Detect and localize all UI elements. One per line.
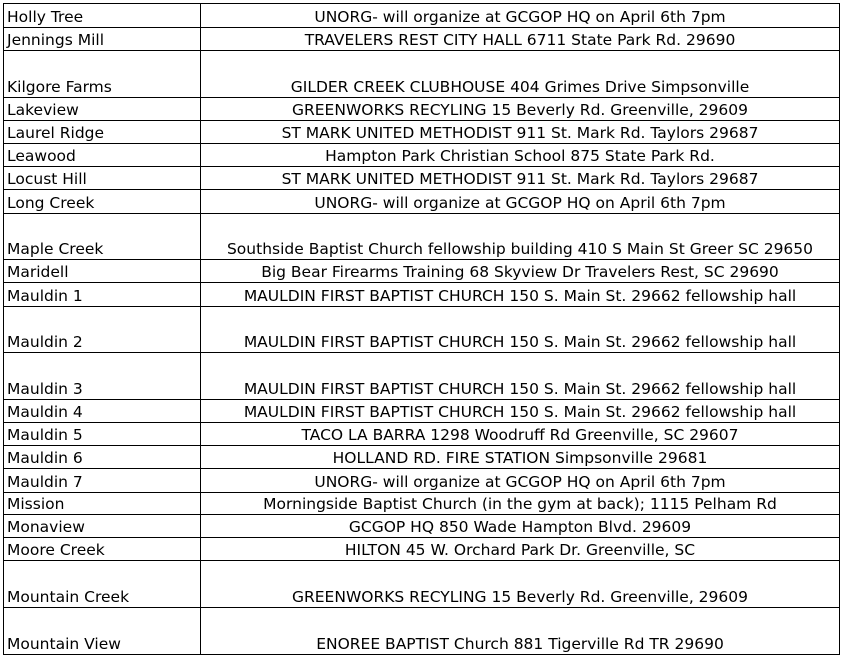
location-cell[interactable]: ST MARK UNITED METHODIST 911 St. Mark Rd. Taylors 29687 <box>201 121 840 144</box>
table-row <box>4 98 840 121</box>
precinct-name-cell[interactable]: Mountain View <box>4 608 201 655</box>
table-row <box>4 608 840 655</box>
location-cell[interactable]: MAULDIN FIRST BAPTIST CHURCH 150 S. Main St. 29662 fellowship hall <box>201 283 840 307</box>
table-row <box>4 51 840 98</box>
precinct-name-cell[interactable]: Mauldin 2 <box>4 307 201 353</box>
location-cell[interactable]: HOLLAND RD. FIRE STATION Simpsonville 29681 <box>201 446 840 469</box>
table-row <box>4 493 840 515</box>
location-cell[interactable]: UNORG- will organize at GCGOP HQ on April 6th 7pm <box>201 4 840 28</box>
location-cell[interactable]: HILTON 45 W. Orchard Park Dr. Greenville, SC <box>201 538 840 561</box>
table-row <box>4 307 840 353</box>
precinct-name-cell[interactable]: Mauldin 6 <box>4 446 201 469</box>
precinct-name-cell[interactable]: Maple Creek <box>4 214 201 260</box>
precinct-name-cell[interactable]: Long Creek <box>4 190 201 214</box>
table-row <box>4 469 840 493</box>
table-row <box>4 353 840 400</box>
table-row <box>4 167 840 190</box>
location-cell[interactable]: Southside Baptist Church fellowship building 410 S Main St Greer SC 29650 <box>201 214 840 260</box>
location-cell[interactable]: MAULDIN FIRST BAPTIST CHURCH 150 S. Main St. 29662 fellowship hall <box>201 307 840 353</box>
location-cell[interactable]: ENOREE BAPTIST Church 881 Tigerville Rd TR 29690 <box>201 608 840 655</box>
location-cell[interactable]: Hampton Park Christian School 875 State Park Rd. <box>201 144 840 167</box>
table-row <box>4 4 840 28</box>
precinct-name-cell[interactable]: Kilgore Farms <box>4 51 201 98</box>
location-cell[interactable]: UNORG- will organize at GCGOP HQ on April 6th 7pm <box>201 190 840 214</box>
precinct-name-cell[interactable]: Mauldin 4 <box>4 400 201 423</box>
table-row <box>4 515 840 538</box>
precinct-name-cell[interactable]: Holly Tree <box>4 4 201 28</box>
table-row <box>4 214 840 260</box>
location-cell[interactable]: GREENWORKS RECYLING 15 Beverly Rd. Greenville, 29609 <box>201 98 840 121</box>
location-cell[interactable]: GILDER CREEK CLUBHOUSE 404 Grimes Drive Simpsonville <box>201 51 840 98</box>
precinct-name-cell[interactable]: Mauldin 1 <box>4 283 201 307</box>
precinct-name-cell[interactable]: Lakeview <box>4 98 201 121</box>
location-cell[interactable]: ST MARK UNITED METHODIST 911 St. Mark Rd. Taylors 29687 <box>201 167 840 190</box>
table-row <box>4 190 840 214</box>
location-cell[interactable]: GCGOP HQ 850 Wade Hampton Blvd. 29609 <box>201 515 840 538</box>
table-row <box>4 423 840 446</box>
table-row <box>4 283 840 307</box>
table-row <box>4 446 840 469</box>
table-row <box>4 144 840 167</box>
location-cell[interactable]: MAULDIN FIRST BAPTIST CHURCH 150 S. Main St. 29662 fellowship hall <box>201 353 840 400</box>
location-cell[interactable]: UNORG- will organize at GCGOP HQ on April 6th 7pm <box>201 469 840 493</box>
table-row <box>4 400 840 423</box>
precinct-name-cell[interactable]: Jennings Mill <box>4 28 201 51</box>
table-row <box>4 561 840 608</box>
location-cell[interactable]: TRAVELERS REST CITY HALL 6711 State Park Rd. 29690 <box>201 28 840 51</box>
precinct-name-cell[interactable]: Leawood <box>4 144 201 167</box>
precinct-name-cell[interactable]: Mountain Creek <box>4 561 201 608</box>
precinct-name-cell[interactable]: Mauldin 5 <box>4 423 201 446</box>
location-cell[interactable]: GREENWORKS RECYLING 15 Beverly Rd. Greenville, 29609 <box>201 561 840 608</box>
precinct-name-cell[interactable]: Mission <box>4 493 201 515</box>
precinct-name-cell[interactable]: Mauldin 7 <box>4 469 201 493</box>
table-row <box>4 28 840 51</box>
precinct-location-table <box>3 3 840 655</box>
precinct-name-cell[interactable]: Mauldin 3 <box>4 353 201 400</box>
location-cell[interactable]: Big Bear Firearms Training 68 Skyview Dr Travelers Rest, SC 29690 <box>201 260 840 283</box>
precinct-name-cell[interactable]: Maridell <box>4 260 201 283</box>
precinct-name-cell[interactable]: Locust Hill <box>4 167 201 190</box>
table-row <box>4 538 840 561</box>
precinct-name-cell[interactable]: Monaview <box>4 515 201 538</box>
location-cell[interactable]: MAULDIN FIRST BAPTIST CHURCH 150 S. Main St. 29662 fellowship hall <box>201 400 840 423</box>
table-row <box>4 121 840 144</box>
location-cell[interactable]: Morningside Baptist Church (in the gym at back); 1115 Pelham Rd <box>201 493 840 515</box>
table-body <box>4 4 840 655</box>
location-cell[interactable]: TACO LA BARRA 1298 Woodruff Rd Greenville, SC 29607 <box>201 423 840 446</box>
precinct-name-cell[interactable]: Laurel Ridge <box>4 121 201 144</box>
precinct-name-cell[interactable]: Moore Creek <box>4 538 201 561</box>
table-row <box>4 260 840 283</box>
